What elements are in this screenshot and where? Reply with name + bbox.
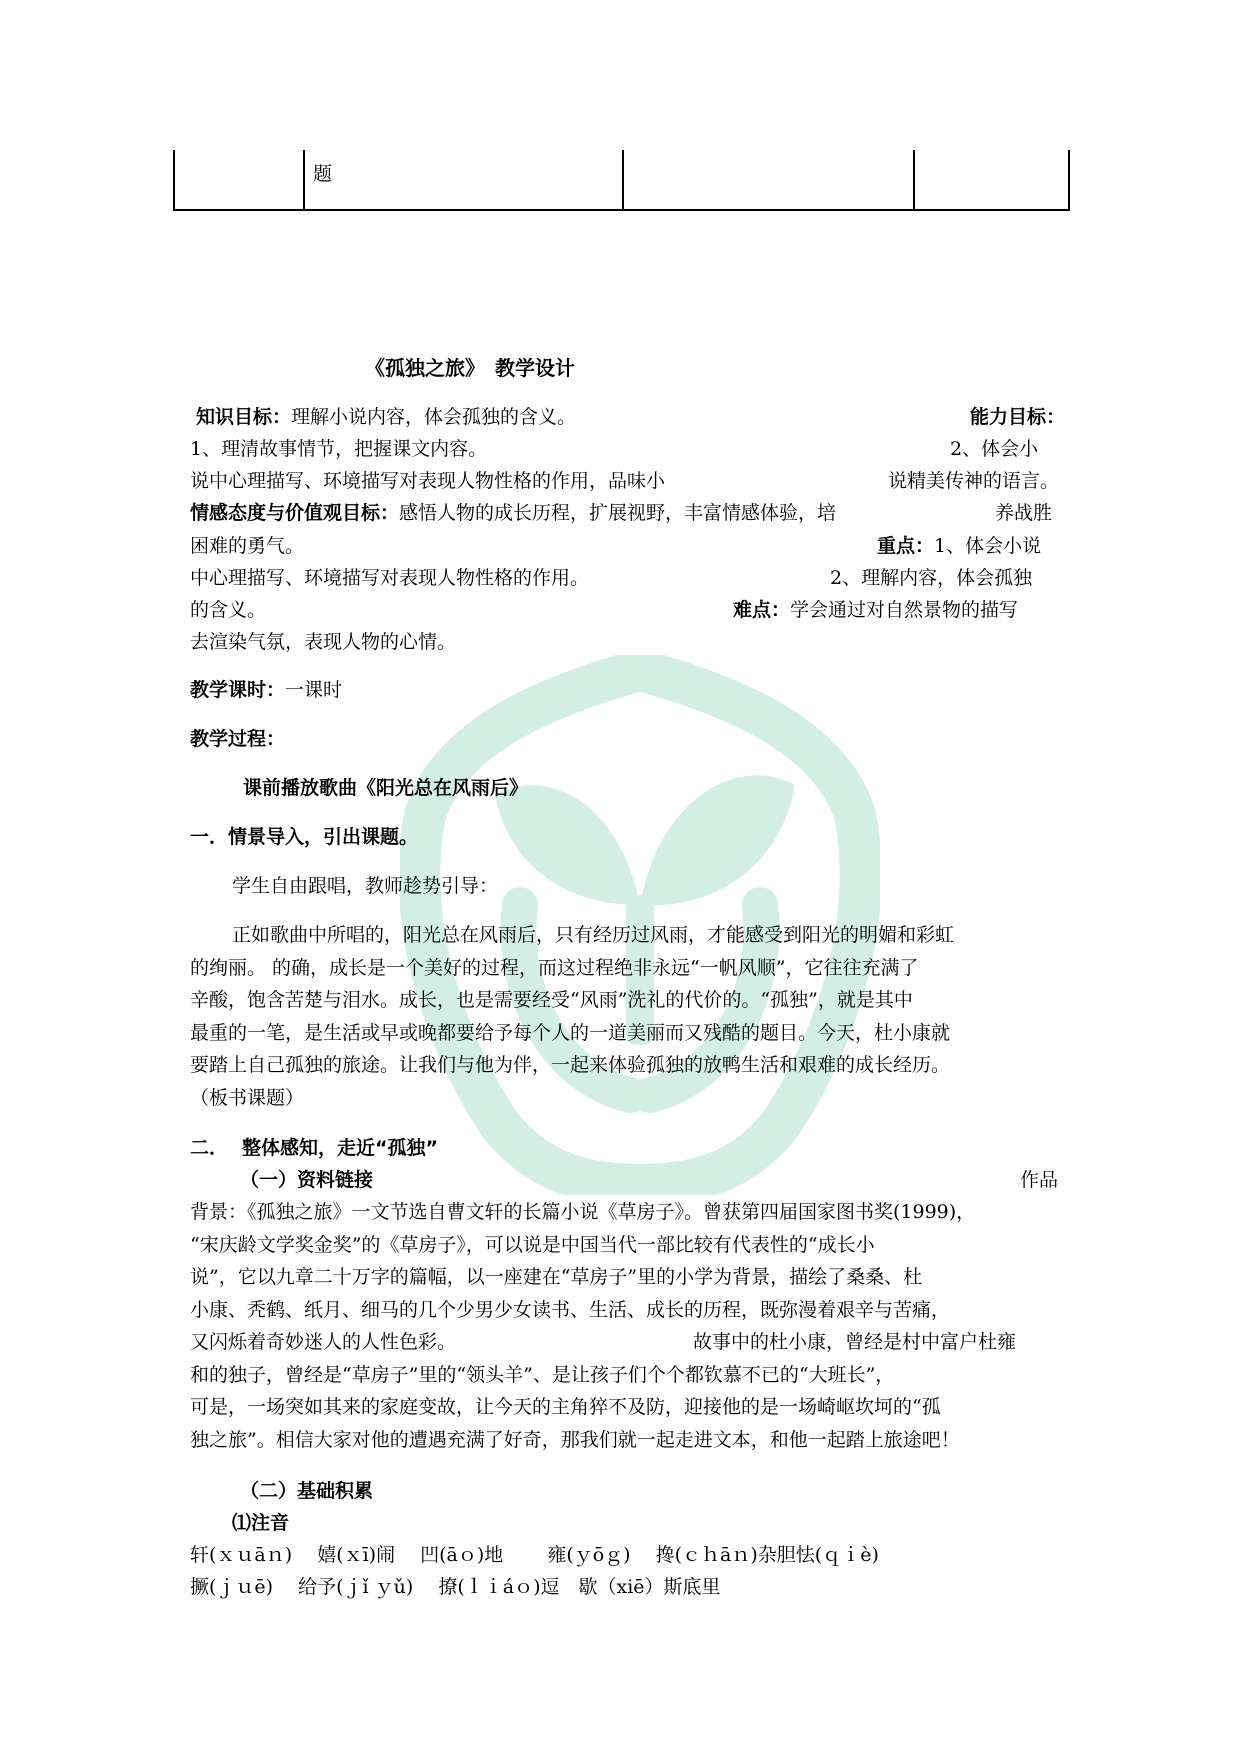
objective-line: 2、体会小 <box>950 438 1039 460</box>
objective-line: 养战胜 <box>995 502 1053 524</box>
paragraph-line: 和的独子，曾经是“草房子”里的“领头羊”、是让孩子们个个都钦慕不已的“大班长”， <box>190 1363 895 1386</box>
emotion-label: 情感态度与价值观目标： <box>190 502 400 524</box>
objective-line: 2、理解内容，体会孤独 <box>830 567 1033 589</box>
objective-line: 说精美传神的语言。 <box>888 470 1060 492</box>
hours-value: 一课时 <box>285 679 343 701</box>
section-1-intro: 学生自由跟唱，教师趁势引导： <box>232 875 499 897</box>
paragraph-line: 辛酸，饱含苦楚与泪水。成长，也是需要经受“风雨”洗礼的代价的。“孤独”，就是其中 <box>190 989 913 1011</box>
knowledge-label: 知识目标： <box>196 406 292 428</box>
key-point <box>877 530 1041 562</box>
pinyin-row: 撅(ｊｕē) 给予(ｊǐ ｙǔ) 撩(ｌｉáｏ)逗 歇（xiē）斯底里 <box>190 1576 721 1598</box>
paragraph-line: 背景：《孤独之旅》一文节选自曹文轩的长篇小说《草房子》。曾获第四届国家图书奖(1999)， <box>190 1201 976 1223</box>
paragraph-line: 要踏上自己孤独的旅途。让我们与他为伴，一起来体验孤独的放鸭生活和艰难的成长经历。 <box>190 1054 951 1076</box>
key-text: 1、体会小说 <box>934 535 1042 557</box>
paragraph-line: 小康、秃鹤、纸月、细马的几个少男少女读书、生活、成长的历程，既弥漫着艰辛与苦痛， <box>190 1298 951 1321</box>
hours-label: 教学课时： <box>190 679 286 701</box>
emotion-objective <box>190 497 836 529</box>
paragraph-line: 最重的一笔，是生活或早或晚都要给予每个人的一道美丽而又残酷的题目。今天，杜小康就 <box>190 1021 951 1044</box>
section-1-paragraph <box>190 919 1070 1114</box>
paragraph-line: “宋庆龄文学奖金奖”的《草房子》，可以说是中国当代一部比较有代表性的“成长小 <box>190 1233 875 1256</box>
objective-line: 的含义。 <box>190 599 267 621</box>
table-border <box>173 150 175 210</box>
objective-line: 1、理清故事情节，把握课文内容。 <box>190 438 488 460</box>
subsection-1-right: 作品 <box>1020 1169 1059 1191</box>
page-title: 《孤独之旅》 教学设计 <box>365 356 575 380</box>
paragraph-line: （板书课题） <box>190 1086 305 1109</box>
objective-line: 困难的勇气。 <box>190 535 305 557</box>
key-label: 重点： <box>877 535 935 557</box>
paragraph-line: 独之旅”。相信大家对他的遭遇充满了好奇，那我们就一起走进文本，和他一起踏上旅途吧！ <box>190 1428 960 1451</box>
knowledge-text: 理解小说内容，体会孤独的含义。 <box>291 406 577 428</box>
ability-label: 能力目标： <box>970 406 1066 428</box>
emotion-text: 感悟人物的成长历程，扩展视野，丰富情感体验，培 <box>399 502 837 524</box>
subsection-2-heading: （二）基础积累 <box>240 1480 374 1502</box>
table-cell: 题 <box>313 163 333 185</box>
difficulty-text: 学会通过对自然景物的描写 <box>790 599 1019 621</box>
pinyin-row: 轩(ｘｕāｎ) 嬉(ｘī)闹 凹(āｏ)地 雍(ｙōｇ) 搀(ｃｈāｎ)杂胆怯(ｑｉè) <box>190 1544 879 1566</box>
table-border <box>303 150 305 210</box>
pre-class-note: 课前播放歌曲《阳光总在风雨后》 <box>243 777 529 799</box>
table-border <box>622 150 624 210</box>
section-2-heading <box>190 1132 438 1164</box>
pinyin-heading: ⑴注音 <box>232 1512 290 1534</box>
paragraph-line: 的绚丽。 的确，成长是一个美好的过程，而这过程绝非永远“一帆风顺”，它往往充满了 <box>190 956 919 979</box>
knowledge-objective <box>196 401 576 433</box>
section-2-title: 整体感知，走近“孤独” <box>242 1137 438 1159</box>
paragraph-line <box>190 1326 1070 1359</box>
table-border <box>1068 150 1070 210</box>
background-paragraph <box>190 1196 1070 1456</box>
process-label: 教学过程： <box>190 728 286 750</box>
teaching-hours <box>190 674 342 706</box>
paragraph-line: 可是，一场突如其来的家庭变故，让今天的主角猝不及防，迎接他的是一场崎岖坎坷的“孤 <box>190 1396 941 1418</box>
objective-line: 中心理描写、环境描写对表现人物性格的作用。 <box>190 567 590 589</box>
table-border <box>173 209 1070 211</box>
section-1-heading: 一．情景导入，引出课题。 <box>190 826 419 848</box>
paragraph-line-start: 又闪烁着奇妙迷人的人性色彩。 <box>190 1331 457 1353</box>
paragraph-line: 正如歌曲中所唱的，阳光总在风雨后，只有经历过风雨，才能感受到阳光的明媚和彩虹 <box>232 924 955 946</box>
paragraph-line-end: 故事中的杜小康，曾经是村中富户杜雍 <box>693 1331 1017 1353</box>
table-border <box>913 150 915 210</box>
difficulty-point <box>733 594 1018 626</box>
objective-line: 去渲染气氛，表现人物的心情。 <box>190 631 457 653</box>
paragraph-line: 说”，它以九章二十万字的篇幅，以一座建在“草房子”里的小学为背景，描绘了桑桑、杜 <box>190 1266 923 1288</box>
subsection-1-heading: （一）资料链接 <box>240 1169 374 1191</box>
difficulty-label: 难点： <box>733 599 791 621</box>
section-2-number: 二． <box>190 1137 229 1159</box>
objective-line: 说中心理描写、环境描写对表现人物性格的作用，品味小 <box>190 470 666 492</box>
